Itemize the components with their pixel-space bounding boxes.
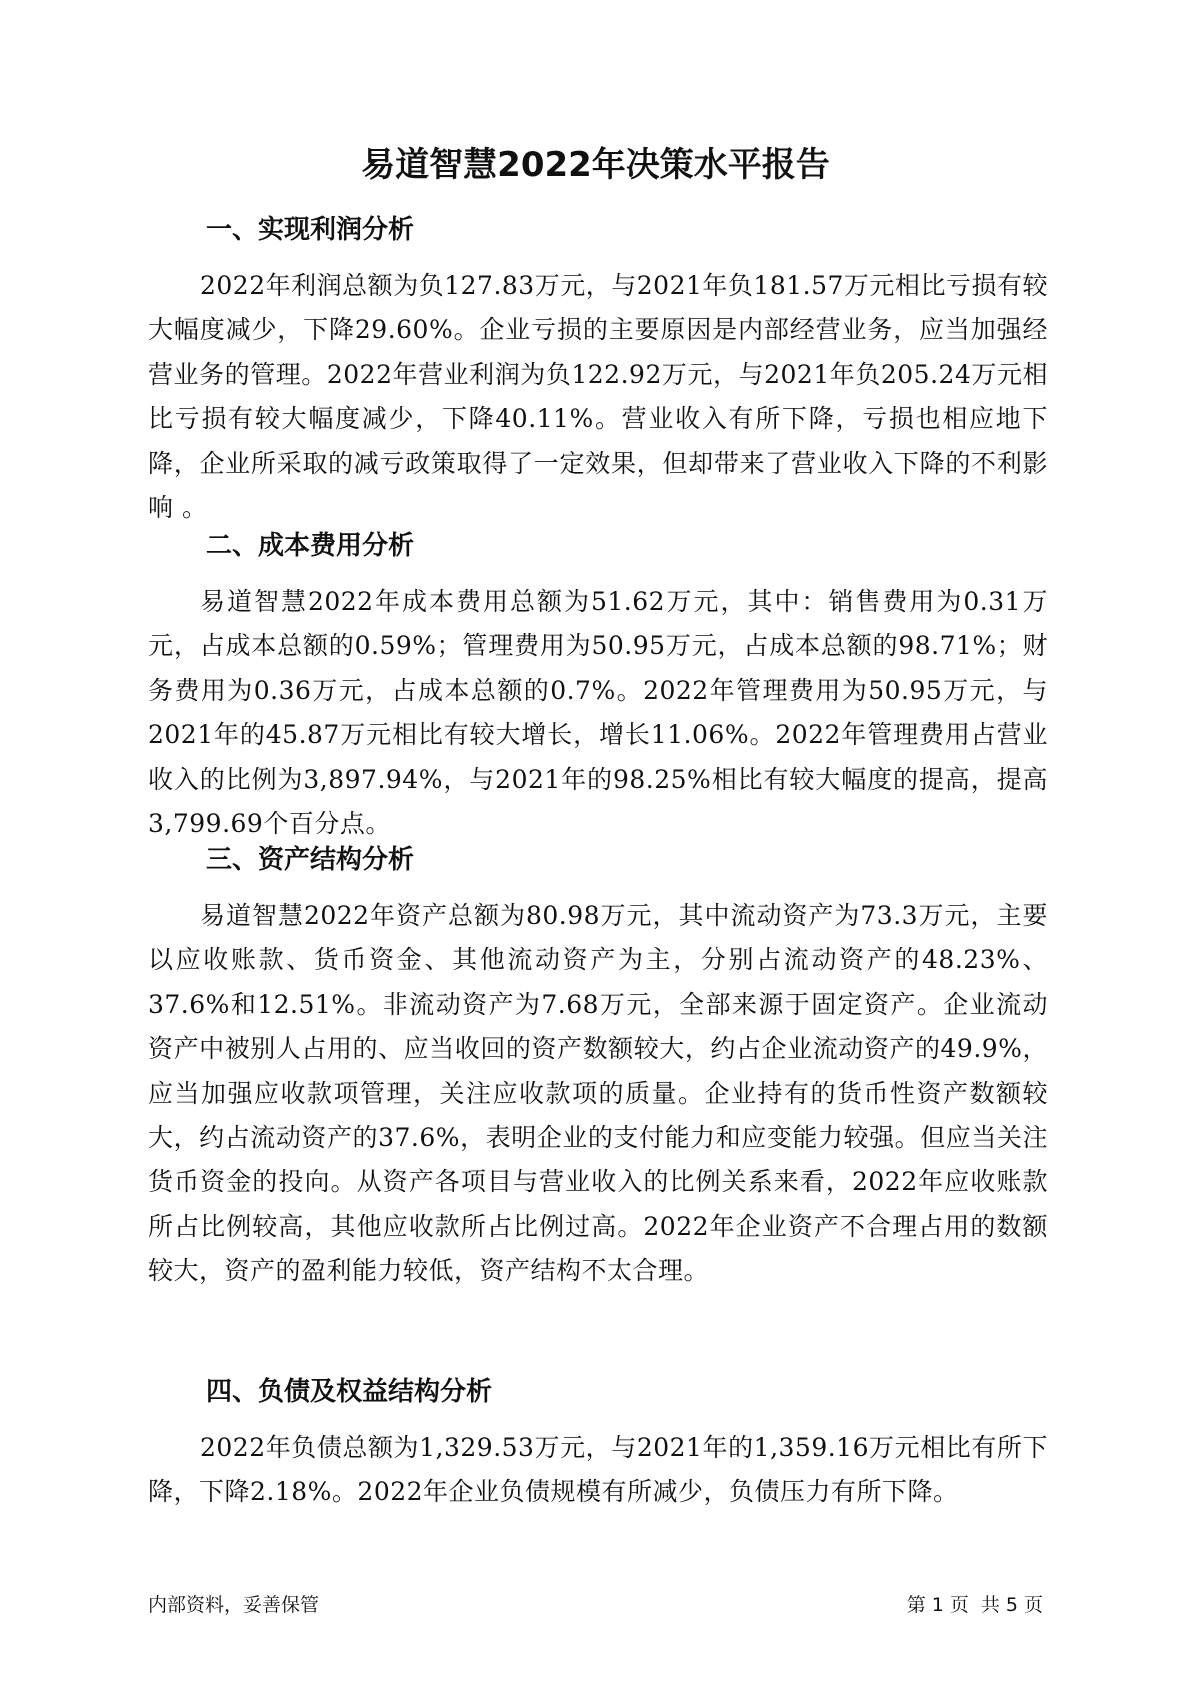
- total-prefix: 共: [980, 1594, 1000, 1616]
- section-profit: [148, 210, 1048, 530]
- total-suffix: 页: [1023, 1594, 1043, 1616]
- footer-page-info: [901, 1590, 1043, 1620]
- section-heading: 四、负债及权益结构分析: [206, 1377, 493, 1407]
- page-suffix: 页: [949, 1594, 969, 1616]
- section-liabilities: [148, 1372, 1048, 1515]
- total-pages: 5: [1005, 1594, 1018, 1616]
- section-paragraph: 2022年利润总额为负127.83万元，与2021年负181.57万元相比亏损有较大幅度减少，下降29.60%。企业亏损的主要原因是内部经营业务，应当加强经营业务的管理。2022年营业利润为负122.92万元，与2021年负205.24万元相比亏损有较大幅度减少，下降40.11%。营业收入有所下降，亏损也相应地下降，企业所采取的减亏政策取得了一定效果，但却带来了营业收入下降的不利影响 。: [148, 271, 1048, 523]
- footer-confidential-note: 内部资料，妥善保管: [148, 1594, 320, 1616]
- section-assets: [148, 840, 1048, 1294]
- section-cost: [148, 526, 1048, 846]
- page-prefix: 第: [906, 1594, 926, 1616]
- section-paragraph: 易道智慧2022年成本费用总额为51.62万元，其中：销售费用为0.31万元，占成本总额的0.59%；管理费用为50.95万元，占成本总额的98.71%；财务费用为0.36万元，占成本总额的0.7%。2022年管理费用为50.95万元，与2021年的45.87万元相比有较大增长，增长11.06%。2022年管理费用占营业收入的比例为3,897.94%，与2021年的98.25%相比有较大幅度的提高，提高3,799.69个百分点。: [148, 587, 1048, 839]
- section-paragraph: 2022年负债总额为1,329.53万元，与2021年的1,359.16万元相比有所下降，下降2.18%。2022年企业负债规模有所减少，负债压力有所下降。: [148, 1433, 1048, 1507]
- page-number: 1: [931, 1594, 944, 1616]
- document-title: 易道智慧2022年决策水平报告: [361, 145, 830, 185]
- section-paragraph: 易道智慧2022年资产总额为80.98万元，其中流动资产为73.3万元，主要以应收账款、货币资金、其他流动资产为主，分别占流动资产的48.23%、37.6%和12.51%。非流动资产为7.68万元，全部来源于固定资产。企业流动资产中被别人占用的、应当收回的资产数额较大，约占企业流动资产的49.9%，应当加强应收款项管理，关注应收款项的质量。企业持有的货币性资产数额较大，约占流动资产的37.6%，表明企业的支付能力和应变能力较强。但应当关注货币资金的投向。从资产各项目与营业收入的比例关系来看，2022年应收账款所占比例较高，其他应收款所占比例过高。2022年企业资产不合理占用的数额较大，资产的盈利能力较低，资产结构不太合理。: [148, 901, 1048, 1286]
- section-heading: 一、实现利润分析: [206, 215, 415, 245]
- section-heading: 三、资产结构分析: [206, 845, 415, 875]
- section-heading: 二、成本费用分析: [206, 531, 415, 561]
